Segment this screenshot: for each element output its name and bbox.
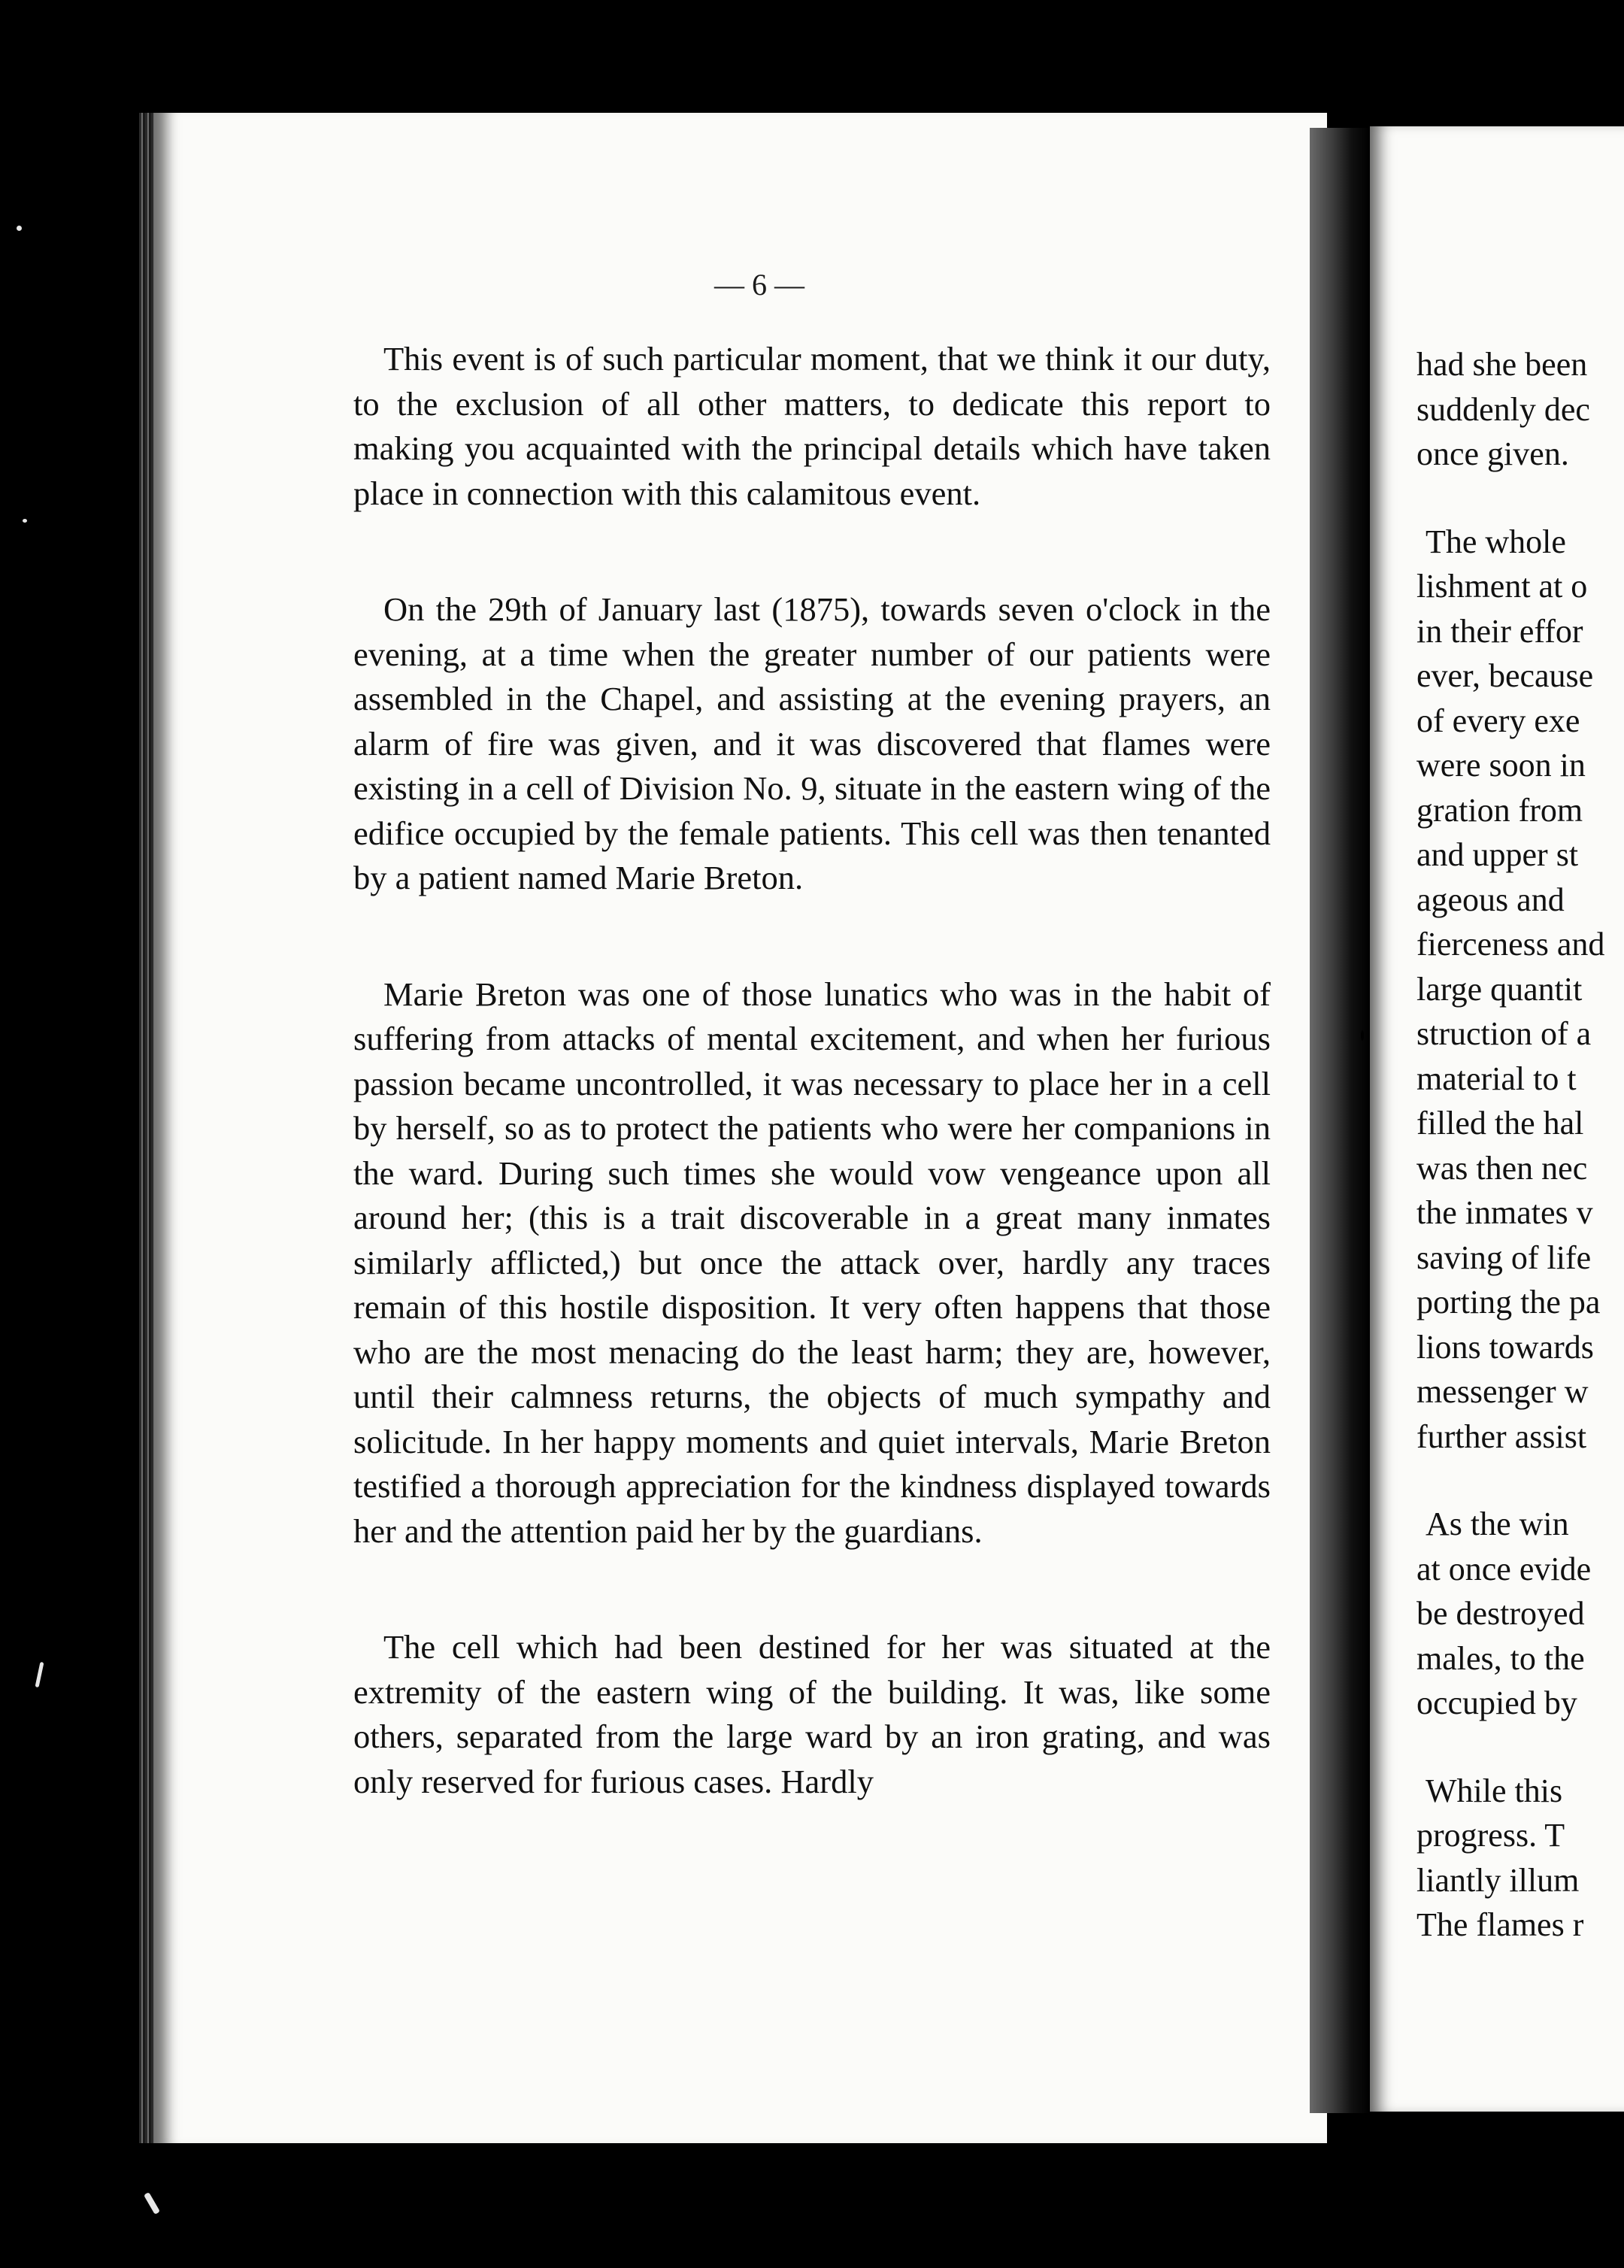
paragraph: The cell which had been destined for her was situated at the extremity of the eastern wing of the building. It was, like some others, separated from the large ward by an iron grating, and was only reserved for furious cases. Hardly	[353, 1628, 1271, 1800]
right-page-line: struction of a	[1416, 1015, 1592, 1052]
paragraph-gap	[1416, 477, 1624, 520]
book-gutter	[1310, 128, 1370, 2113]
right-page-line: ageous and	[1416, 881, 1565, 918]
paragraph-gap	[1416, 1726, 1624, 1769]
right-page-line: lishment at o	[1416, 568, 1588, 605]
right-page-line: suddenly dec	[1416, 390, 1590, 428]
right-page-line: in their effor	[1416, 612, 1583, 650]
right-page-line: had she been	[1416, 346, 1588, 383]
right-page-line: at once evide	[1416, 1550, 1592, 1587]
scan-speck	[17, 226, 22, 231]
right-page-line: large quantit	[1416, 970, 1583, 1008]
scan-speck	[35, 1662, 44, 1687]
right-page-line: The whole	[1426, 523, 1566, 560]
right-page-line: be destroyed	[1416, 1595, 1585, 1632]
right-page-line: were soon in	[1416, 747, 1586, 784]
right-page-line: messenger w	[1416, 1373, 1589, 1410]
scan-speck	[23, 519, 27, 523]
right-page-line: was then nec	[1416, 1149, 1588, 1187]
right-page-line: gration from	[1416, 791, 1583, 829]
page-number: — 6 —	[714, 268, 804, 302]
right-page-line: ever, because	[1416, 657, 1594, 694]
right-page-line: occupied by	[1416, 1684, 1577, 1721]
right-page-line: lions towards	[1416, 1328, 1594, 1366]
right-page-line: As the win	[1426, 1505, 1569, 1542]
paragraph-gap	[1416, 1459, 1624, 1502]
right-page-line: liantly illum	[1416, 1861, 1580, 1899]
right-page-body	[1416, 342, 1624, 1948]
paragraph: This event is of such particular moment, that we think it our duty, to the exclusion of all other matters, to dedicate this report to making you acquainted with the principal details which have taken place in connection with this calamitous event.	[353, 340, 1271, 512]
paragraph: On the 29th of January last (1875), towards seven o'clock in the evening, at a time when the greater number of our patients were assembled in the Chapel, and assisting at the evening prayers, an alarm of fire was given, and it was discovered that flames were existing in a cell of Division No. 9, situate in the eastern wing of the edifice occupied by the female patients. This cell was then tenanted by a patient named Marie Breton.	[353, 590, 1271, 896]
right-page-line: males, to the	[1416, 1639, 1585, 1677]
right-page-line: porting the pa	[1416, 1284, 1601, 1320]
left-page-body	[353, 337, 1271, 1875]
paragraph: Marie Breton was one of those lunatics who was in the habit of suffering from attacks of mental excitement, and when her furious passion became uncontrolled, it was necessary to place her in a cell by herself, so as to protect the patients who were her companions in the ward. During such times she would vow vengeance upon all around her; (this is a trait discoverable in a great many inmates similarly afflicted,) but once the attack over, hardly any traces remain of this hostile disposition. It very often happens that those who are the most menacing do the least harm; they are, however, until their calmness returns, the objects of much sympathy and solicitude. In her happy moments and quiet intervals, Marie Breton testified a thorough appreciation for the kindness displayed towards her and the attention paid her by the guardians.	[353, 975, 1271, 1550]
right-page-line: further assist	[1416, 1418, 1587, 1455]
scan-speck	[1361, 1030, 1364, 1041]
right-page-line: the inmates v	[1416, 1194, 1593, 1231]
right-page-line: and upper st	[1416, 836, 1579, 873]
scan-speck	[144, 2192, 160, 2215]
right-page-line: saving of life	[1416, 1239, 1592, 1276]
right-page-line: of every exe	[1416, 702, 1580, 739]
right-page-line: material to t	[1416, 1060, 1577, 1097]
right-page-line: filled the hal	[1416, 1105, 1584, 1142]
right-page-line: once given.	[1416, 435, 1569, 472]
right-page-line: While this	[1426, 1772, 1563, 1809]
right-page-line: progress. T	[1416, 1817, 1565, 1854]
right-page-line: The flames r	[1416, 1906, 1584, 1943]
right-page-line: fierceness and	[1416, 926, 1605, 963]
